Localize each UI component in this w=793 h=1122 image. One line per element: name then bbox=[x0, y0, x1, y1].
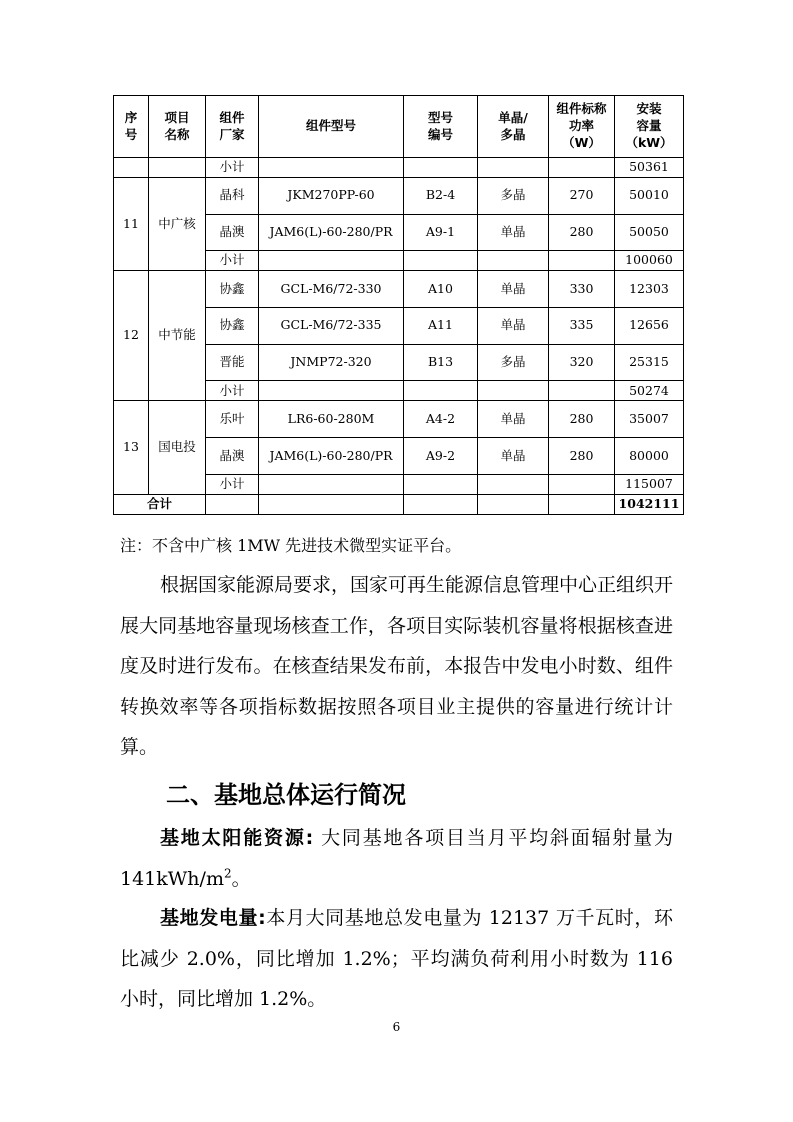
table-row bbox=[114, 178, 684, 215]
table-row bbox=[114, 271, 684, 308]
subtotal-value: 50361 bbox=[615, 158, 684, 178]
type-cell: 单晶 bbox=[478, 308, 549, 345]
solar-resource-text: 大同基地各项目当月平均斜面辐射量为 141kWh/m bbox=[120, 827, 673, 890]
total-label: 合计 bbox=[114, 494, 206, 514]
power-cell: 335 bbox=[549, 308, 615, 345]
header-capacity: 安装 容量 （kW） bbox=[615, 96, 684, 158]
subtotal-value: 115007 bbox=[615, 474, 684, 494]
project-no: 13 bbox=[114, 401, 149, 494]
capacity-cell: 12303 bbox=[615, 271, 684, 308]
paragraph-generation bbox=[120, 898, 673, 1020]
model-cell: JNMP72-320 bbox=[259, 344, 404, 381]
paragraph-solar-resource: 基地太阳能资源: 大同基地各项目当月平均斜面辐射量为 $141kWh/m^2$。 bbox=[120, 827, 673, 890]
project-no: 11 bbox=[114, 178, 149, 271]
type-cell: 单晶 bbox=[478, 271, 549, 308]
code-cell: B2-4 bbox=[404, 178, 478, 215]
subtotal-value: 100060 bbox=[615, 251, 684, 271]
header-model: 组件型号 bbox=[259, 96, 404, 158]
solar-resource-label: 基地太阳能资源: bbox=[160, 827, 314, 849]
maker-cell: 晶科 bbox=[206, 178, 259, 215]
capacity-cell: 50050 bbox=[615, 214, 684, 251]
header-power: 组件标称 功率 （W） bbox=[549, 96, 615, 158]
header-no: 序 号 bbox=[114, 96, 149, 158]
type-cell: 单晶 bbox=[478, 438, 549, 475]
subtotal-label: 小计 bbox=[206, 381, 259, 401]
capacity-table bbox=[113, 95, 684, 515]
subtotal-value: 50274 bbox=[615, 381, 684, 401]
unit-superscript: 2 bbox=[223, 866, 232, 881]
project-name: 中广核 bbox=[149, 178, 206, 271]
model-cell: LR6-60-280M bbox=[259, 401, 404, 438]
model-cell: GCL-M6/72-335 bbox=[259, 308, 404, 345]
power-cell: 330 bbox=[549, 271, 615, 308]
generation-text: 本月大同基地总发电量为 12137 万千瓦时，环比减少 2.0%，同比增加 1.2%；平均满负荷利用小时数为 116 小时，同比增加 1.2%。 bbox=[120, 907, 673, 1010]
model-cell: GCL-M6/72-330 bbox=[259, 271, 404, 308]
code-cell: B13 bbox=[404, 344, 478, 381]
type-cell: 单晶 bbox=[478, 214, 549, 251]
code-cell: A4-2 bbox=[404, 401, 478, 438]
model-cell: JKM270PP-60 bbox=[259, 178, 404, 215]
page-number: 6 bbox=[392, 1020, 401, 1034]
maker-cell: 协鑫 bbox=[206, 271, 259, 308]
project-name: 中节能 bbox=[149, 271, 206, 401]
code-cell: A9-2 bbox=[404, 438, 478, 475]
capacity-cell: 35007 bbox=[615, 401, 684, 438]
maker-cell: 晶澳 bbox=[206, 214, 259, 251]
model-cell: JAM6(L)-60-280/PR bbox=[259, 438, 404, 475]
header-maker: 组件 厂家 bbox=[206, 96, 259, 158]
type-cell: 多晶 bbox=[478, 178, 549, 215]
total-row bbox=[114, 494, 684, 514]
code-cell: A11 bbox=[404, 308, 478, 345]
subtotal-label: 小计 bbox=[206, 474, 259, 494]
type-cell: 单晶 bbox=[478, 401, 549, 438]
model-cell: JAM6(L)-60-280/PR bbox=[259, 214, 404, 251]
capacity-cell: 80000 bbox=[615, 438, 684, 475]
capacity-cell: 50010 bbox=[615, 178, 684, 215]
power-cell: 320 bbox=[549, 344, 615, 381]
generation-label: 基地发电量: bbox=[160, 907, 266, 929]
power-cell: 280 bbox=[549, 401, 615, 438]
power-cell: 280 bbox=[549, 214, 615, 251]
power-cell: 270 bbox=[549, 178, 615, 215]
subtotal-row bbox=[114, 158, 684, 178]
header-project-name: 项目 名称 bbox=[149, 96, 206, 158]
section-heading: 二、基地总体运行简况 bbox=[166, 781, 406, 809]
code-cell: A10 bbox=[404, 271, 478, 308]
subtotal-label: 小计 bbox=[206, 158, 259, 178]
maker-cell: 晋能 bbox=[206, 344, 259, 381]
subtotal-label: 小计 bbox=[206, 251, 259, 271]
header-crystal-type: 单晶/ 多晶 bbox=[478, 96, 549, 158]
type-cell: 多晶 bbox=[478, 344, 549, 381]
maker-cell: 晶澳 bbox=[206, 438, 259, 475]
project-name: 国电投 bbox=[149, 401, 206, 494]
total-value: 1042111 bbox=[615, 494, 684, 514]
table-header-row bbox=[114, 96, 684, 158]
maker-cell: 协鑫 bbox=[206, 308, 259, 345]
table-row bbox=[114, 401, 684, 438]
power-cell: 280 bbox=[549, 438, 615, 475]
maker-cell: 乐叶 bbox=[206, 401, 259, 438]
project-no: 12 bbox=[114, 271, 149, 401]
header-code: 型号 编号 bbox=[404, 96, 478, 158]
code-cell: A9-1 bbox=[404, 214, 478, 251]
capacity-cell: 12656 bbox=[615, 308, 684, 345]
paragraph-capacity-verification: 根据国家能源局要求，国家可再生能源信息管理中心正组织开展大同基地容量现场核查工作，各项目实际装机容量将根据核查进度及时进行发布。在核查结果发布前，本报告中发电小时数、组件转换效率等各项指标数据按照各项目业主提供的容量进行统计计算。 bbox=[120, 574, 674, 758]
capacity-cell: 25315 bbox=[615, 344, 684, 381]
table-note: 注：不含中广核 1MW 先进技术微型实证平台。 bbox=[120, 536, 462, 555]
